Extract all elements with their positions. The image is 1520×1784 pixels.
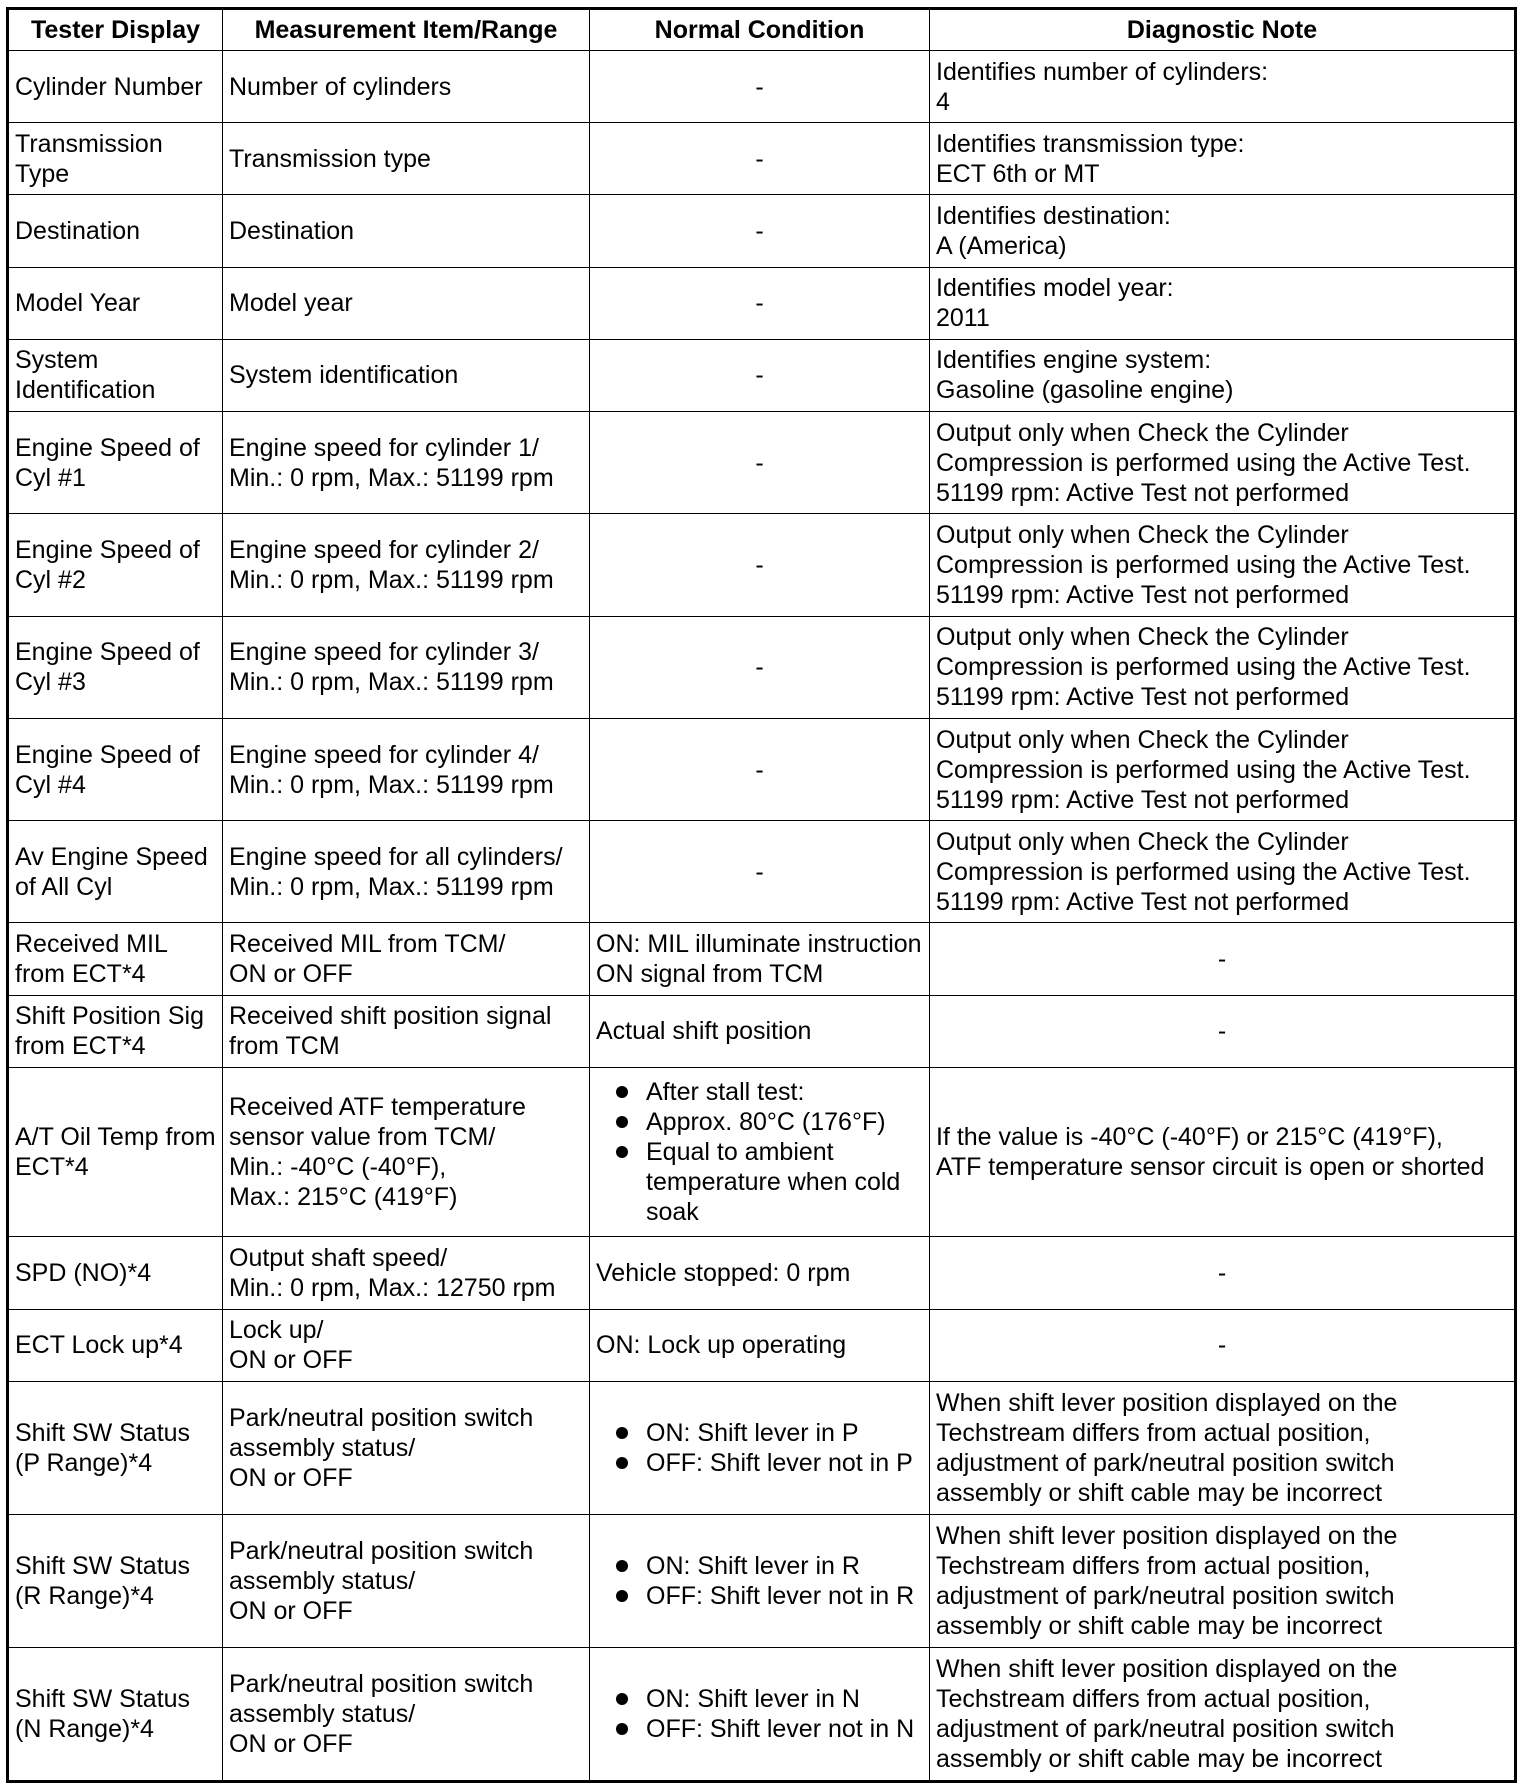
cell-normal-condition bbox=[590, 995, 930, 1067]
cell-measurement-item-text: Received ATF temperature sensor value from TCM/ Min.: -40°C (-40°F), Max.: 215°C (419°F) bbox=[229, 1093, 526, 1212]
cell-measurement-item bbox=[223, 1067, 590, 1236]
bullet-list bbox=[596, 1551, 923, 1611]
bullet-item: ON: Shift lever in N bbox=[596, 1684, 923, 1714]
cell-normal-condition bbox=[590, 616, 930, 718]
cell-measurement-item-text: Park/neutral position switch assembly status/ ON or OFF bbox=[229, 1403, 534, 1492]
cell-diagnostic-note-text: - bbox=[1217, 1331, 1227, 1360]
cell-diagnostic-note-text: If the value is -40°C (-40°F) or 215°C (419°F), ATF temperature sensor circuit is open or shorted bbox=[936, 1123, 1485, 1182]
cell-normal-condition bbox=[590, 1309, 930, 1381]
cell-measurement-item bbox=[223, 51, 590, 123]
cell-measurement-item-text: Output shaft speed/ Min.: 0 rpm, Max.: 12750 rpm bbox=[229, 1243, 556, 1302]
bullet-list bbox=[596, 1684, 923, 1744]
cell-tester-display bbox=[8, 1648, 223, 1782]
cell-diagnostic-note bbox=[930, 51, 1516, 123]
cell-diagnostic-note-text: - bbox=[1217, 1017, 1227, 1046]
cell-measurement-item bbox=[223, 514, 590, 616]
cell-tester-display bbox=[8, 412, 223, 514]
cell-measurement-item-text: Engine speed for all cylinders/ Min.: 0 rpm, Max.: 51199 rpm bbox=[229, 842, 563, 901]
cell-tester-display bbox=[8, 1067, 223, 1236]
cell-tester-display-text: Av Engine Speed of All Cyl bbox=[15, 842, 208, 901]
cell-normal-condition-text: - bbox=[755, 289, 764, 318]
cell-measurement-item bbox=[223, 267, 590, 339]
cell-tester-display-text: Transmission Type bbox=[15, 129, 163, 188]
cell-normal-condition-text: - bbox=[755, 217, 764, 245]
table-row bbox=[8, 51, 1516, 123]
bullet-item: After stall test: bbox=[596, 1077, 923, 1107]
cell-normal-condition-text: - bbox=[755, 144, 764, 173]
cell-normal-condition bbox=[590, 1515, 930, 1648]
cell-measurement-item bbox=[223, 1237, 590, 1309]
cell-diagnostic-note-text: When shift lever position displayed on the Techstream differs from actual position, adjustment of park/neutral position switch assembly or shift cable may be incorrect bbox=[936, 1655, 1398, 1774]
table-row bbox=[8, 514, 1516, 616]
cell-tester-display-text: Destination bbox=[15, 217, 141, 245]
cell-normal-condition bbox=[590, 267, 930, 339]
cell-diagnostic-note-text: Output only when Check the Cylinder Compression is performed using the Active Test. 51199 rpm: Active Test not performed bbox=[936, 418, 1471, 507]
cell-diagnostic-note bbox=[930, 1515, 1516, 1648]
cell-measurement-item-text: Engine speed for cylinder 4/ Min.: 0 rpm, Max.: 51199 rpm bbox=[229, 740, 554, 799]
cell-measurement-item-text: Lock up/ ON or OFF bbox=[229, 1316, 353, 1375]
cell-normal-condition-text: - bbox=[755, 448, 764, 477]
cell-diagnostic-note bbox=[930, 1648, 1516, 1782]
cell-measurement-item-text: System identification bbox=[229, 361, 459, 390]
cell-diagnostic-note-text: When shift lever position displayed on the Techstream differs from actual position, adjustment of park/neutral position switch assembly or shift cable may be incorrect bbox=[936, 1388, 1398, 1507]
cell-measurement-item bbox=[223, 923, 590, 995]
table-row bbox=[8, 821, 1516, 923]
cell-tester-display-text: System Identification bbox=[15, 346, 156, 405]
table-row bbox=[8, 267, 1516, 339]
cell-diagnostic-note-text: Output only when Check the Cylinder Compression is performed using the Active Test. 51199 rpm: Active Test not performed bbox=[936, 827, 1471, 916]
cell-diagnostic-note-text: Output only when Check the Cylinder Compression is performed using the Active Test. 51199 rpm: Active Test not performed bbox=[936, 623, 1471, 712]
table-row bbox=[8, 718, 1516, 820]
table-row bbox=[8, 1237, 1516, 1309]
cell-tester-display bbox=[8, 1309, 223, 1381]
cell-normal-condition bbox=[590, 195, 930, 267]
cell-normal-condition bbox=[590, 339, 930, 411]
cell-measurement-item-text: Engine speed for cylinder 3/ Min.: 0 rpm, Max.: 51199 rpm bbox=[229, 638, 554, 697]
table-row bbox=[8, 995, 1516, 1067]
cell-normal-condition bbox=[590, 1381, 930, 1514]
bullet-item: Approx. 80°C (176°F) bbox=[596, 1107, 923, 1137]
cell-measurement-item-text: Destination bbox=[229, 217, 355, 245]
cell-normal-condition-text: - bbox=[755, 653, 764, 682]
cell-diagnostic-note bbox=[930, 1381, 1516, 1514]
cell-measurement-item bbox=[223, 995, 590, 1067]
cell-tester-display-text: Shift Position Sig from ECT*4 bbox=[15, 1002, 204, 1061]
cell-normal-condition-text: ON: MIL illuminate instruction ON signal from TCM bbox=[596, 930, 922, 989]
table-row bbox=[8, 1067, 1516, 1236]
table-row bbox=[8, 412, 1516, 514]
cell-tester-display bbox=[8, 995, 223, 1067]
cell-tester-display bbox=[8, 718, 223, 820]
bullet-item: Equal to ambient temperature when cold soak bbox=[596, 1137, 923, 1227]
table-row bbox=[8, 339, 1516, 411]
cell-normal-condition-text: Actual shift position bbox=[596, 1017, 812, 1046]
table-row bbox=[8, 616, 1516, 718]
cell-diagnostic-note-text: Identifies number of cylinders: 4 bbox=[936, 57, 1269, 116]
cell-tester-display bbox=[8, 616, 223, 718]
table-row bbox=[8, 1648, 1516, 1782]
cell-diagnostic-note-text: - bbox=[1217, 945, 1227, 974]
cell-measurement-item-text: Engine speed for cylinder 2/ Min.: 0 rpm, Max.: 51199 rpm bbox=[229, 535, 554, 594]
table-row bbox=[8, 923, 1516, 995]
cell-diagnostic-note bbox=[930, 1067, 1516, 1236]
cell-measurement-item bbox=[223, 718, 590, 820]
cell-tester-display bbox=[8, 923, 223, 995]
header-measurement-item: Measurement Item/Range bbox=[223, 9, 590, 51]
table-row bbox=[8, 123, 1516, 195]
cell-diagnostic-note-text: Output only when Check the Cylinder Compression is performed using the Active Test. 51199 rpm: Active Test not performed bbox=[936, 520, 1471, 609]
bullet-item: ON: Shift lever in P bbox=[596, 1418, 923, 1448]
cell-tester-display-text: Engine Speed of Cyl #4 bbox=[15, 740, 200, 799]
cell-tester-display bbox=[8, 51, 223, 123]
header-diagnostic-note: Diagnostic Note bbox=[930, 9, 1516, 51]
cell-measurement-item bbox=[223, 1515, 590, 1648]
cell-normal-condition bbox=[590, 514, 930, 616]
cell-diagnostic-note bbox=[930, 995, 1516, 1067]
cell-tester-display bbox=[8, 1237, 223, 1309]
cell-tester-display-text: Model Year bbox=[15, 289, 141, 318]
cell-tester-display-text: SPD (NO)*4 bbox=[15, 1258, 152, 1287]
cell-measurement-item-text: Received MIL from TCM/ ON or OFF bbox=[229, 930, 506, 989]
cell-normal-condition bbox=[590, 1648, 930, 1782]
cell-diagnostic-note bbox=[930, 616, 1516, 718]
table-body bbox=[8, 51, 1516, 1782]
cell-diagnostic-note bbox=[930, 267, 1516, 339]
cell-normal-condition-text: ON: Lock up operating bbox=[596, 1331, 847, 1360]
bullet-item: OFF: Shift lever not in P bbox=[596, 1448, 923, 1478]
table-row bbox=[8, 195, 1516, 267]
cell-tester-display bbox=[8, 267, 223, 339]
cell-measurement-item bbox=[223, 123, 590, 195]
cell-measurement-item bbox=[223, 195, 590, 267]
cell-measurement-item bbox=[223, 1381, 590, 1514]
cell-diagnostic-note-text: Identifies model year: 2011 bbox=[936, 274, 1174, 333]
table-row bbox=[8, 1381, 1516, 1514]
cell-tester-display-text: ECT Lock up*4 bbox=[15, 1331, 183, 1360]
cell-normal-condition bbox=[590, 923, 930, 995]
cell-diagnostic-note bbox=[930, 195, 1516, 267]
cell-measurement-item bbox=[223, 339, 590, 411]
bullet-item: OFF: Shift lever not in N bbox=[596, 1714, 923, 1744]
cell-tester-display bbox=[8, 1515, 223, 1648]
cell-tester-display bbox=[8, 514, 223, 616]
cell-tester-display bbox=[8, 821, 223, 923]
cell-normal-condition bbox=[590, 821, 930, 923]
cell-normal-condition-text: - bbox=[755, 361, 764, 390]
cell-normal-condition bbox=[590, 1067, 930, 1236]
cell-normal-condition-text: Vehicle stopped: 0 rpm bbox=[596, 1258, 851, 1287]
cell-diagnostic-note-text: Output only when Check the Cylinder Compression is performed using the Active Test. 51199 rpm: Active Test not performed bbox=[936, 725, 1471, 814]
cell-diagnostic-note bbox=[930, 718, 1516, 820]
cell-diagnostic-note bbox=[930, 123, 1516, 195]
cell-diagnostic-note bbox=[930, 923, 1516, 995]
cell-tester-display-text: Engine Speed of Cyl #1 bbox=[15, 433, 200, 492]
cell-measurement-item bbox=[223, 821, 590, 923]
cell-diagnostic-note bbox=[930, 412, 1516, 514]
cell-tester-display-text: Shift SW Status (N Range)*4 bbox=[15, 1685, 191, 1744]
cell-diagnostic-note-text: When shift lever position displayed on the Techstream differs from actual position, adjustment of park/neutral position switch assembly or shift cable may be incorrect bbox=[936, 1522, 1398, 1641]
cell-diagnostic-note-text: - bbox=[1217, 1258, 1227, 1287]
cell-tester-display bbox=[8, 1381, 223, 1514]
cell-diagnostic-note bbox=[930, 339, 1516, 411]
cell-tester-display-text: Cylinder Number bbox=[15, 72, 203, 101]
cell-diagnostic-note bbox=[930, 1309, 1516, 1381]
cell-tester-display bbox=[8, 339, 223, 411]
cell-measurement-item bbox=[223, 412, 590, 514]
cell-tester-display bbox=[8, 195, 223, 267]
cell-normal-condition bbox=[590, 51, 930, 123]
table-row bbox=[8, 1309, 1516, 1381]
table-row bbox=[8, 1515, 1516, 1648]
cell-measurement-item-text: Engine speed for cylinder 1/ Min.: 0 rpm, Max.: 51199 rpm bbox=[229, 433, 554, 492]
cell-diagnostic-note-text: Identifies engine system: Gasoline (gasoline engine) bbox=[936, 346, 1234, 405]
header-tester-display: Tester Display bbox=[8, 9, 223, 51]
cell-normal-condition-text: - bbox=[755, 857, 764, 886]
cell-diagnostic-note-text: Identifies transmission type: ECT 6th or MT bbox=[936, 129, 1245, 188]
cell-normal-condition-text: - bbox=[755, 72, 764, 101]
cell-tester-display-text: Engine Speed of Cyl #2 bbox=[15, 535, 200, 594]
cell-tester-display-text: Shift SW Status (P Range)*4 bbox=[15, 1418, 191, 1477]
bullet-item: ON: Shift lever in R bbox=[596, 1551, 923, 1581]
cell-diagnostic-note bbox=[930, 821, 1516, 923]
cell-measurement-item-text: Park/neutral position switch assembly status/ ON or OFF bbox=[229, 1537, 534, 1626]
cell-measurement-item bbox=[223, 1648, 590, 1782]
diagnostic-table bbox=[6, 7, 1517, 1783]
cell-measurement-item bbox=[223, 1309, 590, 1381]
cell-normal-condition-text: - bbox=[755, 755, 764, 784]
cell-normal-condition-text: - bbox=[755, 550, 764, 579]
cell-normal-condition bbox=[590, 123, 930, 195]
cell-normal-condition bbox=[590, 1237, 930, 1309]
cell-measurement-item-text: Transmission type bbox=[229, 144, 431, 173]
cell-tester-display-text: Engine Speed of Cyl #3 bbox=[15, 638, 200, 697]
cell-measurement-item-text: Park/neutral position switch assembly status/ ON or OFF bbox=[229, 1670, 534, 1759]
cell-diagnostic-note bbox=[930, 514, 1516, 616]
cell-diagnostic-note bbox=[930, 1237, 1516, 1309]
cell-measurement-item-text: Model year bbox=[229, 289, 353, 318]
cell-tester-display-text: Received MIL from ECT*4 bbox=[15, 930, 168, 989]
cell-measurement-item bbox=[223, 616, 590, 718]
bullet-item: OFF: Shift lever not in R bbox=[596, 1581, 923, 1611]
cell-diagnostic-note-text: Identifies destination: A (America) bbox=[936, 202, 1171, 260]
bullet-list bbox=[596, 1077, 923, 1227]
cell-measurement-item-text: Number of cylinders bbox=[229, 72, 452, 101]
cell-measurement-item-text: Received shift position signal from TCM bbox=[229, 1002, 552, 1061]
header-normal-condition: Normal Condition bbox=[590, 9, 930, 51]
cell-normal-condition bbox=[590, 718, 930, 820]
cell-normal-condition bbox=[590, 412, 930, 514]
cell-tester-display-text: Shift SW Status (R Range)*4 bbox=[15, 1552, 191, 1611]
cell-tester-display bbox=[8, 123, 223, 195]
bullet-list bbox=[596, 1418, 923, 1478]
table-header-row bbox=[8, 9, 1516, 51]
cell-tester-display-text: A/T Oil Temp from ECT*4 bbox=[15, 1123, 216, 1182]
